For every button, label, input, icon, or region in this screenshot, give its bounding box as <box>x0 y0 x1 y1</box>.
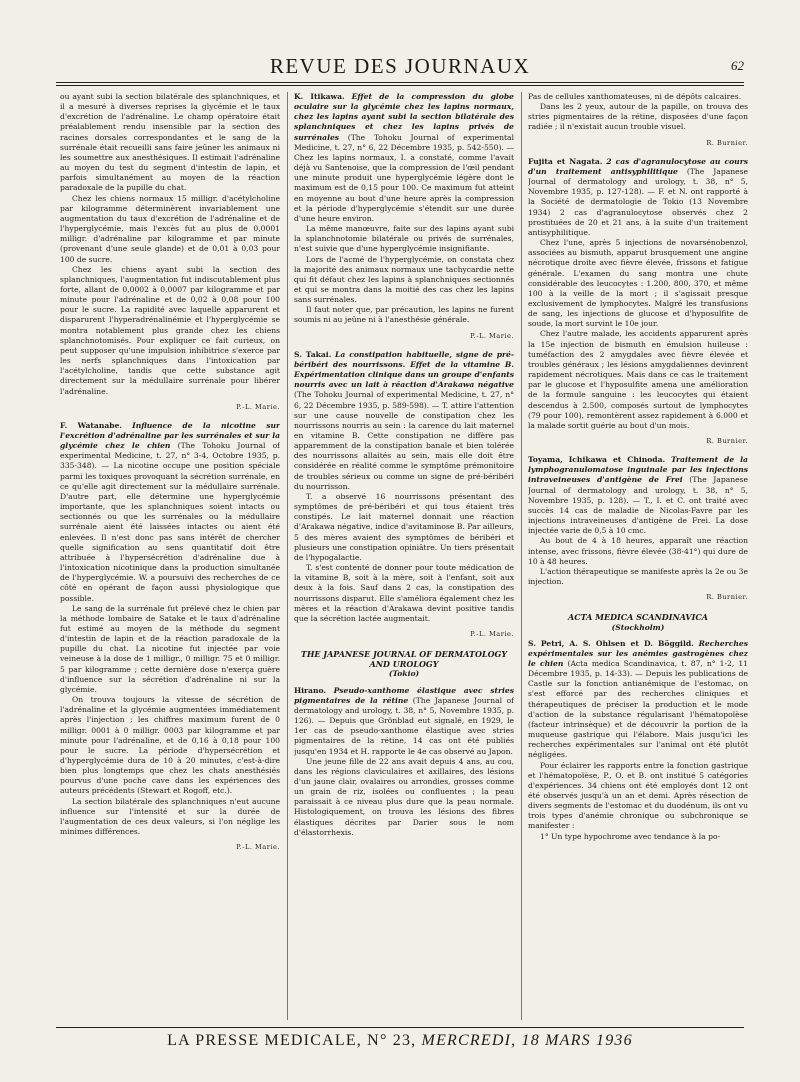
article-title: Effet de la compression du globe oculaire sur la glycémie chez les lapins normaux, chez les lapins ayant subi la section bilatérale des splanchniques et chez les lapins privés de surrénales <box>294 92 514 142</box>
paragraph: Lors de l'acmé de l'hyperglycémie, on constata chez la majorité des animaux normaux une tachycardie nette qui fit défaut chez les lapins à splanchniques sectionnés et qui se montra dans la moitié des cas chez les lapins sans surrénales. <box>294 254 514 305</box>
article-body: (Acta medica Scandinavica, t. 87, n° 1-2, 11 Décembre 1935, p. 14-33). — Depuis les publications de Castle sur la fonction antianémique de l'estomac, on s'est efforcé par des recherches cliniques et thérapeutiques de préciser la production et le mode d'action de la substance régularisant l'hématopoïèse (facteur intrinsèque) et de découvrir la portion de la muqueuse gastrique qui l'élabore. Mais jusqu'ici les recherches expérimentales sur l'animal ont été plutôt négligées. <box>528 658 748 760</box>
article-abstract <box>294 686 514 757</box>
article-author: S. Takai. <box>294 349 332 359</box>
column-divider <box>521 92 522 1020</box>
paragraph: La même manœuvre, faite sur des lapins ayant subi la splanchnotomie bilatérale ou privés de surrénales, n'est suivie que d'une hyperglycémie insignifiante. <box>294 224 514 254</box>
article-title: Traitement de la lymphogranulomatose inguinale par les injections intraveineuses d'antigène de Frei <box>528 455 748 485</box>
article-abstract <box>528 157 748 238</box>
article-author: Hirano. <box>294 685 327 695</box>
journal-section-place: (Stockholm) <box>611 622 665 632</box>
article-author: K. Itikawa. <box>294 92 345 101</box>
signature: P.-L. Marie. <box>470 331 514 340</box>
running-footer <box>56 1032 744 1050</box>
paragraph: Pour éclairer les rapports entre la fonction gastrique et l'hématopoïèse, P., O. et B. ont institué 5 catégories d'expériences. 34 chiens ont été employés dont 12 ont été observés jusqu'à un an et demi. Après résection de divers segments de l'estomac et du duodénum, ils ont vu trois types d'anémie chronique ou subchronique se manifester : <box>528 760 748 831</box>
article-abstract <box>528 639 748 761</box>
paragraph: Une jeune fille de 22 ans avait depuis 4 ans, au cou, dans les régions claviculaires et axillaires, des lésions d'un jaune clair, ovalaires ou arrondies, grosses comme un grain de riz, isolées ou confluentes ; la peau paraissait à ce niveau plus dure que la peau normale. Histologiquement, on trouva les lésions des fibres élastiques décrites par Darier sous le nom d'élastorrhexis. <box>294 756 514 837</box>
paragraph: L'action thérapeutique se manifeste après la 2e ou 3e injection. <box>528 566 748 587</box>
footer-rule <box>56 1027 744 1028</box>
paragraph: T. s'est contenté de donner pour toute médication de la vitamine B, soit à la mère, soit à l'enfant, soit aux deux à la fois. Sauf dans 2 cas, la constipation des nourrissons disparut. Elle s'améliora également chez les mères et la réaction d'Arakawa devint positive tandis que la sécrétion lactée augmentait. <box>294 563 514 623</box>
article-abstract <box>60 421 280 604</box>
paragraph: Chez les chiens normaux 15 milligr. d'acétylcholine par kilogramme déterminèrent invariablement une augmentation du taux d'excrétion de l'adrénaline et de l'hyperglycémie, mais l'excès fut au plus de 0,0001 milligr. d'adrénaline par kilogramme et par minute (provenant d'une seule glande) et de 0,01 à 0,03 pour 100 de sucre. <box>60 193 280 264</box>
article-title: Recherches expérimentales sur les anémies gastrogènes chez le chien <box>528 638 748 668</box>
page-number: 62 <box>731 58 744 73</box>
text-column-left <box>60 92 280 1020</box>
article-title: Pseudo-xanthome élastique avec stries pigmentaires de la rétine <box>294 685 514 705</box>
signature: P.-L. Marie. <box>470 629 514 638</box>
paragraph: On trouva toujours la vitesse de sécrétion de l'adrénaline et la glycémie augmentées immédiatement après l'injection ; les chiffres maximum furent de 0 milligr. 0001 à 0 milligr. 0003 par kilogramme et par minute pour l'adrénaline, et de 0,16 à 0,18 pour 100 pour le sucre. La période d'hypersécrétion et d'hyperglycémie dura de 10 à 20 minutes, c'est-à-dire bien plus longtemps que chez les chats anesthésiés pourvus d'une poche cave dans les expériences des auteurs précédents (Stewart et Rogoff, etc.). <box>60 695 280 796</box>
signature: P.-L. Marie. <box>236 402 280 411</box>
signature: P.-L. Marie. <box>236 843 280 852</box>
signature: R. Burnier. <box>706 593 748 602</box>
paragraph: Au bout de 4 à 18 heures, apparaît une réaction intense, avec frissons, fièvre élevée (38-41°) qui dure de 10 à 48 heures. <box>528 536 748 566</box>
column-divider <box>287 92 288 1020</box>
article-title: 2 cas d'agranulocytose au cours d'un traitement antisyphilitique <box>528 156 748 176</box>
article-title: Influence de la nicotine sur l'excrétion d'adrénaline par les surrénales et sur la glycémie chez le chien <box>60 420 280 451</box>
paragraph: Pas de cellules xanthomateuses, ni de dépôts calcaires. <box>528 92 742 101</box>
article-author: F. Watanabe. <box>60 420 123 430</box>
article-abstract <box>294 350 514 492</box>
journal-section-heading: ACTA MEDICA SCANDINAVICA <box>568 612 708 623</box>
article-body: (The Japanese Journal of dermatology and urology, t. 38, n° 5, Novembre 1935, p. 128). — T., I. et C. ont traité avec succès 14 cas de maladie de Nicolas-Favre par les injections intraveineuses d'antigène de Frei. La dose injectée varie de 0,5 à 10 cmc. <box>528 475 748 536</box>
signature: R. Burnier. <box>706 138 748 147</box>
running-header <box>56 50 744 84</box>
article-abstract <box>528 455 748 536</box>
paragraph: Chez l'une, après 5 injections de novarsénobenzol, associées au bismuth, apparut brusquement une angine nécrotique droite avec fièvre élevée, frissons et fatigue générale. L'examen du sang montra une chute considérable des leucocytes : 1.200, 800, 370, et même 100 à la veille de la mort ; il s'agissait presque exclusivement de lymphocytes. Malgré les transfusions de sang, les injections de glucose et d'hyposulfite de soude, la mort survint le 10e jour. <box>528 238 748 329</box>
article-body: (The Tohoku Journal of experimental Medicine, t. 27, n° 6, 22 Décembre 1935, p. 542-550). — Chez les lapins normaux, I. a constaté, comme l'avait déjà vu Santenoise, que la compression de l'œil pendant une minute produit une hyperglycémie légère dont le maximum est de 0,15 pour 100. Ce maximum fut atteint en moyenne au bout d'une heure après la compression et la période d'hyperglycémie s'étendit sur une durée d'une heure environ. <box>294 132 514 223</box>
article-title: La constipation habituelle, signe de pré-béribéri des nourrissons. Effet de la vitamine B. Expérimentation clinique dans un groupe d'enfants nourris avec un lait à réaction d'Arakawa négative <box>294 349 514 390</box>
journal-section-place: (Tokio) <box>388 669 420 679</box>
paragraph: ou ayant subi la section bilatérale des splanchniques, et il a mesuré à diverses reprises la glycémie et le taux d'excrétion de l'adrénaline. Le champ opératoire était préalablement rendu insensible par la section des racines dorsales correspondantes et le sang de la surrénale était recueilli sans faire jeûner les animaux ni les soumettre aux anesthésiques. Il estimait l'adrénaline au moyen du test du segment d'intestin de lapin, et parfois simultanément au moyen de la réaction paradoxale de la pupille du chat. <box>60 92 280 193</box>
header-rule <box>56 82 744 83</box>
journal-section-heading: THE JAPANESE JOURNAL OF DERMATOLOGY AND UROLOGY <box>300 649 508 670</box>
article-body: (The Tohoku Journal of experimental Medicine, t. 27, n° 6, 22 Décembre 1935, p. 589-598). — T. attire l'attention sur une cause nouvelle de constipation chez les nourrissons nourris au sein : la carence du lait maternel en vitamine B. Cette constipation ne diffère pas apparemment de la constipation banale et bien tolérée des nourrissons allaités au sein, mais elle doit être considérée en réalité comme le symptôme prémonitoire de troubles sérieux ou comme un signe de pré-béribéri du nourrisson. <box>294 390 514 491</box>
paragraph: Le sang de la surrénale fut prélevé chez le chien par la méthode lombaire de Satake et le taux d'adrénaline fut estimé au moyen de la méthode du segment d'intestin de lapin et de la réaction paradoxale de la pupille du chat. La nicotine fut injectée par voie veineuse à la dose de 1 milligr., 0 milligr. 75 et 0 milligr. 5 par kilogramme ; cette dernière dose n'exerça guère d'influence sur la sécrétion d'adrénaline ni sur la glycémie. <box>60 603 280 694</box>
paragraph: Dans les 2 yeux, autour de la papille, on trouva des stries pigmentaires de la rétine, disposées d'une façon radiée ; il n'existait aucun trouble visuel. <box>528 102 748 132</box>
footer-date: MERCREDI, 18 MARS 1936 <box>421 1032 633 1049</box>
paragraph: Chez l'autre malade, les accidents apparurent après la 15e injection de bismuth en émulsion huileuse : tuméfaction des 2 amygdales avec fièvre élevée et troubles généraux ; les lésions amygdaliennes devinrent rapidement nécrotiques. Mais dans ce cas le traitement par le glucose et l'hyposulfite amena une amélioration de la formule sanguine : les leucocytes qui étaient descendus à 2.500, composés surtout de lymphocytes (79 pour 100), remontèrent assez rapidement à 6.000 et la malade sortit guérie au bout d'un mois. <box>528 329 748 430</box>
footer-journal: LA PRESSE MEDICALE, N° 23, <box>167 1032 417 1049</box>
paragraph: Chez les chiens ayant subi la section des splanchniques, l'augmentation fut indiscutablement plus forte, allant de 0,0002 à 0,0007 par kilogramme et par minute pour l'adrénaline et de 0,02 à 0,08 pour 100 pour le sucre. La rapidité avec laquelle apparurent et disparurent l'hyperadrénalinémie et l'hyperglycémie se montra notablement plus grande chez les chiens splanchnotomisés. Pour expliquer ce fait curieux, on peut supposer qu'une impulsion inhibitrice s'exerce par les nerfs splanchniques dans l'intoxication par l'acétylcholine, tandis que cette substance agit directement sur la médullaire surrénale pour libérer l'adrénaline. <box>60 264 280 396</box>
paragraph: 1° Un type hypochrome avec tendance à la po- <box>540 831 721 841</box>
journal-section-title: REVUE DES JOURNAUX <box>269 54 531 78</box>
paragraph: T. a observé 16 nourrissons présentant des symptômes de pré-béribéri et qui tous étaient très constipés. Le lait maternel donnait une réaction d'Arakawa négative, indice d'avitaminose B. Par ailleurs, 5 des mères avaient des symptômes de béribéri et plusieurs une constipation opiniâtre. Un tiers présentait de l'hypogalactie. <box>294 491 514 562</box>
article-author: Fujita et Nagata. <box>528 156 603 166</box>
text-column-middle <box>294 92 514 1020</box>
paragraph: La section bilatérale des splanchniques n'eut aucune influence sur l'intensité et sur la durée de l'augmentation de ces deux valeurs, si l'on néglige les minimes différences. <box>60 796 280 837</box>
article-body: (The Tohoku Journal of experimental Medicine, t. 27, n° 3-4, Octobre 1935, p. 335-348). — La nicotine occupe une position spéciale parmi les toxiques provoquant la sécrétion surrénale, en ce qu'elle agit directement sur la médullaire surrénale. D'autre part, elle détermine une hyperglycémie importante, que les splanchniques soient intacts ou sectionnés ou que les surrénales ou la médullaire surrénale aient été laissées intactes ou aient été enlevées. Il n'est donc pas sans intérêt de chercher quelle signification au sens quantitatif doit être attribuée à l'hypersécrétion d'adrénaline due à l'intoxication nicotinique dans la production simultanée de l'hyperglycémie. W. a poursuivi des recherches de ce côté en opérant de façon aussi physiologique que possible. <box>60 441 280 603</box>
article-abstract <box>294 92 514 224</box>
paragraph: Il faut noter que, par précaution, les lapins ne furent soumis ni au jeûne ni à l'anesthésie générale. <box>294 305 514 325</box>
article-body: (The Japanese Journal of dermatology and urology, t. 38, n° 5, Novembre 1935, p. 127-128). — F. et N. ont rapporté à la Société de dermatologie de Tokio (13 Novembre 1934) 2 cas d'agranulocytose observés chez 2 prostituées de 20 et 21 ans, à la suite d'un traitement antisyphilitique. <box>528 166 748 237</box>
article-author: S. Petri, A. S. Ohlsen et D. Böggild. <box>528 638 694 648</box>
text-column-right <box>528 92 748 1020</box>
article-author: Toyama, Ichikawa et Chinoda. <box>528 455 666 465</box>
header-rule-thin <box>56 85 744 86</box>
signature: R. Burnier. <box>706 437 748 445</box>
article-body: (The Japanese Journal of dermatology and urology, t. 38, n° 5, Novembre 1935, p. 126). — Depuis que Grönblad eut signalé, en 1929, le 1er cas de pseudo-xanthome élastique avec stries pigmentaires de la rétine, 14 cas ont été publiés jusqu'en 1934 et H. rapporte le 4e cas observé au Japon. <box>294 695 514 756</box>
